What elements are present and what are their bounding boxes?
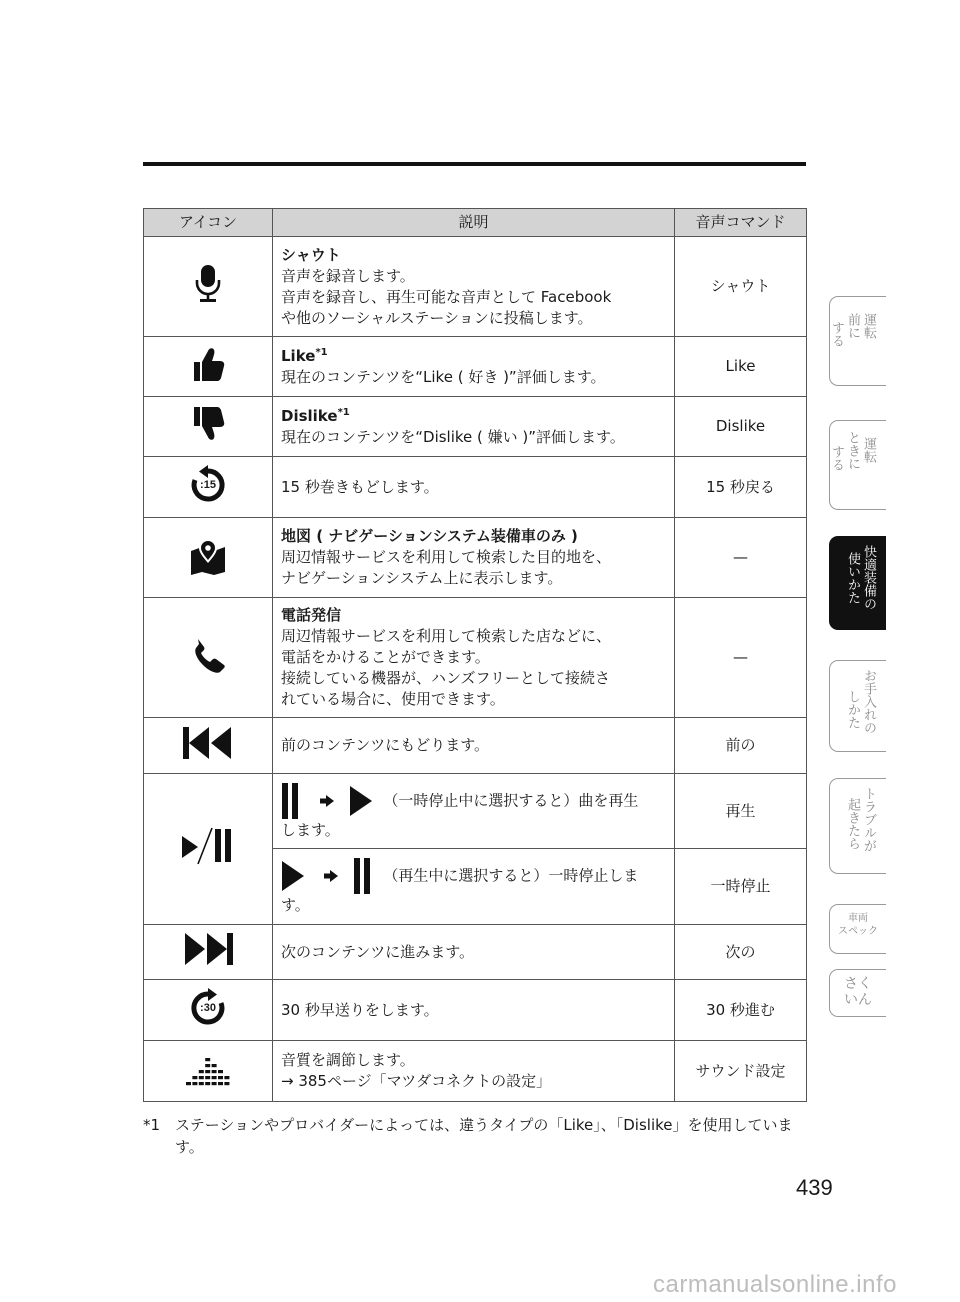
tab-label: 運転 — [861, 313, 876, 339]
description-line: します。 — [281, 820, 340, 839]
thumbs-up-icon — [191, 369, 225, 387]
forward-30-label: :30 — [200, 1002, 216, 1014]
description-line: 電話をかけることができます。 — [281, 648, 490, 666]
description-cell — [273, 774, 675, 849]
description-line: → 385ページ「マツダコネクトの設定」 — [281, 1072, 552, 1090]
description-line: 現在のコンテンツを“Like ( 好き )”評価します。 — [281, 367, 606, 386]
icon-cell — [144, 774, 273, 925]
description-line: 周辺情報サービスを利用して検索した店などに、 — [281, 627, 612, 645]
description-line: す。 — [281, 896, 310, 914]
map-pin-icon — [188, 561, 228, 579]
equalizer-icon — [185, 1072, 231, 1090]
icon-cell — [144, 337, 273, 397]
table-row — [144, 397, 807, 457]
voice-command-cell: 再生 — [675, 774, 807, 849]
pause-icon — [353, 857, 373, 895]
tab-label: いん — [844, 992, 872, 1008]
table-row — [144, 237, 807, 337]
voice-command-cell: シャウト — [675, 237, 807, 337]
rewind-15-icon — [190, 465, 226, 503]
tab-label: お手入れの — [861, 669, 876, 734]
tab-label: ときに — [845, 430, 860, 470]
table-row — [144, 718, 807, 774]
footnote-mark: *1 — [143, 1116, 161, 1134]
header-description: 説明 — [273, 209, 675, 237]
description-line: 次のコンテンツに進みます。 — [281, 942, 475, 961]
forward-30-icon — [190, 988, 226, 1026]
description-line: （一時停止中に選択すると）曲を再生 — [383, 791, 639, 809]
item-title: 地図 ( ナビゲーションシステム装備車のみ ) — [281, 527, 578, 545]
item-title: Like — [281, 346, 316, 365]
table-row — [144, 774, 807, 849]
next-track-icon — [182, 952, 234, 970]
tab-label: する — [829, 445, 844, 471]
description-cell — [273, 457, 675, 518]
item-title: シャウト — [281, 245, 341, 264]
equalizer-bar — [199, 1082, 204, 1085]
rewind-15-label: :15 — [200, 479, 216, 491]
icon-cell — [144, 397, 273, 457]
voice-command-cell: Dislike — [675, 397, 807, 457]
description-cell — [273, 598, 675, 718]
equalizer-bar — [224, 1082, 229, 1085]
equalizer-bar — [199, 1070, 204, 1073]
watermark: carmanualsonline.info — [653, 1271, 897, 1298]
tab-label: 運転 — [861, 437, 876, 463]
equalizer-bar — [212, 1070, 217, 1073]
arrow-right-icon — [320, 795, 334, 807]
icon-cell — [144, 518, 273, 598]
tab-label: 前に — [845, 313, 860, 339]
description-cell — [273, 980, 675, 1041]
equalizer-bar — [186, 1082, 191, 1085]
description-line: ナビゲーションシステム上に表示します。 — [281, 569, 563, 587]
tab-label: 快適装備の — [861, 545, 876, 610]
tab-label: さく — [844, 976, 872, 992]
description-line: や他のソーシャルステーションに投稿します。 — [281, 308, 593, 327]
description-cell — [273, 237, 675, 337]
equalizer-bar — [212, 1076, 217, 1079]
description-line: （再生中に選択すると）一時停止しま — [383, 866, 639, 885]
description-line: れている場合に、使用できます。 — [281, 690, 505, 708]
equalizer-bar — [224, 1076, 229, 1079]
item-title: 電話発信 — [281, 606, 342, 624]
tab-label: 使いかた — [845, 551, 860, 604]
equalizer-bar — [212, 1064, 217, 1067]
equalizer-bar — [192, 1076, 197, 1079]
equalizer-bar — [199, 1076, 204, 1079]
side-tab-vehicle-specs[interactable] — [829, 904, 886, 954]
equalizer-bar — [205, 1070, 210, 1073]
footnote-ref: *1 — [337, 406, 350, 418]
arrow-right-icon — [324, 870, 338, 882]
item-title: Dislike — [281, 406, 338, 425]
equalizer-bar — [218, 1076, 223, 1079]
table-row — [144, 980, 807, 1041]
description-cell — [273, 337, 675, 397]
side-tab-comfort-features[interactable] — [829, 536, 886, 630]
description-cell — [273, 1041, 675, 1102]
icon-cell — [144, 925, 273, 980]
tab-label: しかた — [845, 690, 860, 729]
pause-icon — [281, 782, 301, 820]
play-pause-icon — [178, 854, 238, 872]
description-cell — [273, 849, 675, 925]
tab-label: 起きたら — [845, 797, 860, 850]
microphone-icon — [194, 290, 222, 308]
table-row — [144, 518, 807, 598]
play-icon — [349, 785, 373, 817]
icon-cell — [144, 718, 273, 774]
description-line: 音声を録音します。 — [281, 266, 415, 285]
icon-cell — [144, 1041, 273, 1102]
equalizer-bar — [205, 1082, 210, 1085]
page-number: 439 — [796, 1175, 833, 1200]
tab-label: トラブルが — [861, 787, 876, 852]
side-tab-troubleshooting[interactable] — [829, 778, 886, 874]
tab-label: する — [829, 321, 844, 347]
description-line: 接続している機器が、ハンズフリーとして接続さ — [281, 669, 610, 687]
footnote-ref: *1 — [315, 346, 328, 358]
voice-command-cell: 一時停止 — [675, 849, 807, 925]
command-table — [143, 208, 807, 1102]
table-row — [144, 457, 807, 518]
voice-command-cell: — — [675, 518, 807, 598]
side-tab-maintenance[interactable] — [829, 660, 886, 752]
voice-command-cell: 前の — [675, 718, 807, 774]
side-tab-before-driving[interactable] — [829, 296, 886, 386]
description-line: 音声を録音し、再生可能な音声として Facebook — [281, 287, 612, 306]
tab-label: 車両 — [848, 913, 868, 924]
side-tab-while-driving[interactable] — [829, 420, 886, 510]
footnote-text: ステーションやプロバイダーによっては、違うタイプの「Like」、「Dislike」を使用しています。 — [175, 1116, 793, 1156]
voice-command-cell: 30 秒進む — [675, 980, 807, 1041]
table-row — [144, 925, 807, 980]
description-cell — [273, 925, 675, 980]
description-cell — [273, 518, 675, 598]
header-icon: アイコン — [144, 209, 273, 237]
description-line: 周辺情報サービスを利用して検索した目的地を、 — [281, 548, 612, 566]
table-row — [144, 1041, 807, 1102]
description-cell — [273, 397, 675, 457]
icon-cell — [144, 980, 273, 1041]
description-line: 30 秒早送りをします。 — [281, 1000, 439, 1019]
voice-command-cell: 15 秒戻る — [675, 457, 807, 518]
header-voice-command: 音声コマンド — [675, 209, 807, 237]
voice-command-cell: サウンド設定 — [675, 1041, 807, 1102]
table-row — [144, 598, 807, 718]
side-tab-index[interactable] — [829, 969, 886, 1017]
thumbs-down-icon — [191, 429, 225, 447]
equalizer-bar — [192, 1082, 197, 1085]
tab-label: スペック — [838, 926, 878, 937]
description-cell — [273, 718, 675, 774]
phone-icon — [190, 659, 226, 677]
equalizer-bar — [218, 1070, 223, 1073]
equalizer-bar — [218, 1082, 223, 1085]
previous-track-icon — [182, 746, 234, 764]
table-row — [144, 337, 807, 397]
table-header-row — [144, 209, 807, 237]
equalizer-bar — [212, 1082, 217, 1085]
play-icon — [281, 860, 305, 892]
icon-cell — [144, 237, 273, 337]
voice-command-cell: 次の — [675, 925, 807, 980]
description-line: 音質を調節します。 — [281, 1051, 415, 1069]
voice-command-cell: — — [675, 598, 807, 718]
icon-cell — [144, 598, 273, 718]
equalizer-bar — [205, 1076, 210, 1079]
equalizer-bar — [205, 1064, 210, 1067]
equalizer-bar — [205, 1058, 210, 1061]
voice-command-cell: Like — [675, 337, 807, 397]
description-line: 15 秒巻きもどします。 — [281, 477, 439, 496]
description-line: 前のコンテンツにもどります。 — [281, 736, 490, 754]
icon-cell — [144, 457, 273, 518]
footnote — [143, 1114, 806, 1158]
description-line: 現在のコンテンツを“Dislike ( 嫌い )”評価します。 — [281, 427, 625, 446]
top-rule — [143, 162, 806, 166]
